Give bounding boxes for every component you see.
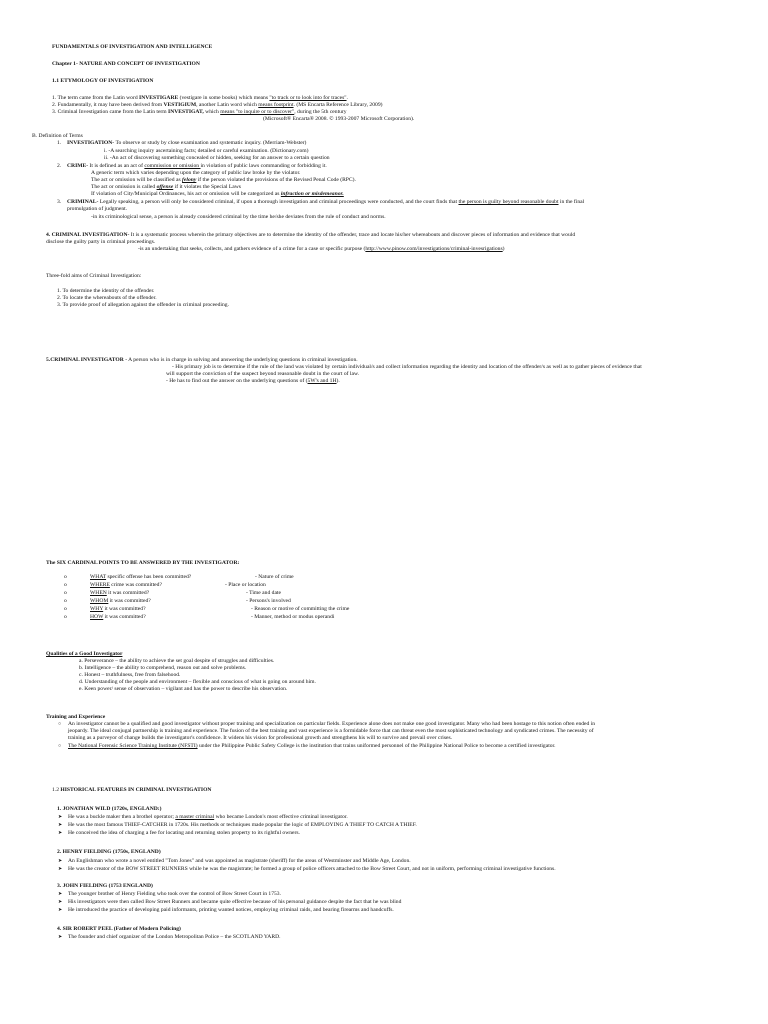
text: 1.2 — [52, 787, 61, 793]
cardinal-answer: - Time and date — [246, 590, 281, 596]
term: 4. CRIMINAL INVESTIGATION- — [46, 232, 130, 238]
training-heading: Training and Experience — [46, 714, 106, 720]
emphasis: a master criminal — [175, 814, 215, 820]
cardinal-question — [90, 614, 146, 621]
quality-item: e. Keen power/ sense of observation – vigilant and has the power to describe his observation. — [79, 686, 288, 692]
emphasis: commission or omission — [144, 163, 201, 169]
term: CRIME- — [67, 163, 89, 169]
cardinal-question — [90, 606, 146, 613]
def-number: 3. — [57, 199, 62, 205]
section-heading-1-1: 1.1 ETYMOLOGY OF INVESTIGATION — [52, 78, 154, 84]
cardinal-answer: - Nature of crime — [255, 574, 294, 580]
text: - A person who is in charge in solving and answering the underlying questions in criminal investigation. — [123, 357, 358, 363]
cardinal-word: WHOM — [90, 598, 109, 604]
training-para-1-line-3: training as a purveyor of change builds the investigator's confidence. It widens his vision for professional growth and strengthens his will to survive and prevail over crises. — [68, 735, 453, 741]
def-crime-line-2: A generic term which varies depending upon the category of public law broke by the violator. — [91, 170, 301, 176]
term-felony: felony — [182, 177, 197, 183]
cardinal-question-text: it was committed? — [108, 598, 151, 604]
arrow-bullet-icon: ➤ — [58, 867, 63, 872]
training-para-2 — [68, 743, 556, 750]
emphasis: the person is guilty beyond reasonable doubt — [458, 199, 559, 205]
quality-item: c. Honest – truthfulness, free from falsehood. — [79, 672, 181, 678]
document-title: FUNDAMENTALS OF INVESTIGATION AND INTELLIGENCE — [52, 44, 213, 50]
investigator-line-3: will support the conviction of the suspect beyond reasonable doubt in the court of law. — [166, 371, 360, 377]
term-vestigium: VESTIGIUM — [163, 102, 197, 108]
text: -is an undertaking that seeks, collects, and gathers evidence of a crime for a case or specific purpose ( — [138, 246, 366, 252]
text: If violation of City/Municipal Ordinances, his act or omission will be categorized as — [91, 191, 281, 197]
term: 5.CRIMINAL INVESTIGATOR — [46, 357, 124, 363]
text: ). — [336, 378, 340, 384]
text: in violation of public laws commanding or forbidding it. — [200, 163, 327, 169]
arrow-bullet-icon: ➤ — [58, 908, 63, 913]
criminal-investigator-def — [46, 357, 358, 364]
cardinal-question-text: it was committed? — [103, 614, 146, 620]
history-john-fielding: 3. JOHN FIELDING (1753 ENGLAND) — [57, 883, 153, 889]
history-item: He introduced the practice of developing paid informants, printing wanted notices, employing criminal raids, and bearing firearms and handcuffs. — [68, 907, 394, 913]
text: under the Philippine Public Safety College is the institution that trains uniformed personnel of the Philippine National Police to become a certified investigator. — [197, 743, 556, 749]
def-investigation-i: i. -A searching inquiry ascertaining facts; detailed or careful examination. (Dictionary.com) — [104, 148, 309, 154]
nfsti-name: The National Forensic Science Training Institute (NFSTI) — [68, 743, 198, 749]
def-investigation-ii: ii. -An act of discovering something concealed or hidden, seeking for an answer to a certain question — [104, 155, 330, 161]
cardinal-word: WHEN — [90, 590, 107, 596]
section-heading-1-2 — [52, 787, 211, 794]
cardinal-answer: - Persons's involved — [246, 598, 291, 604]
cardinal-word: WHY — [90, 606, 104, 612]
cardinal-word: WHERE — [90, 582, 110, 588]
cardinal-question — [90, 574, 191, 581]
investigator-line-4 — [166, 378, 340, 385]
arrow-bullet-icon: ➤ — [58, 831, 63, 836]
def-crime-line-3 — [91, 177, 356, 184]
text: To observe or study by close examination and systematic inquiry. (Merriam-Webster) — [114, 140, 307, 146]
cardinal-word: WHAT — [90, 574, 107, 580]
term-infraction: infraction or misdemeanor. — [280, 191, 344, 197]
term-offense: offense — [156, 184, 174, 190]
definitions-heading: B. Definition of Terms — [32, 133, 83, 139]
term: CRIMINAL- — [67, 199, 99, 205]
etymology-citation: (Microsoft® Encarta® 2008. © 1993-2007 Microsoft Corporation). — [263, 116, 415, 122]
circle-bullet-icon: o — [64, 614, 67, 620]
def-crime — [67, 163, 327, 170]
text: ) — [502, 246, 505, 252]
term-investigare: INVESTIGARE — [139, 95, 179, 101]
chapter-heading: Chapter 1- NATURE AND CONCEPT OF INVESTIGATION — [52, 61, 200, 67]
text: who became London's most effective criminal investigator. — [214, 814, 348, 820]
text: 2. Fundamentally, it may have been derived from — [52, 102, 164, 108]
etymology-line-3 — [52, 109, 347, 116]
quality-item: b. Intelligence – the ability to comprehend, reason out and solve problems. — [79, 665, 247, 671]
history-item: He conceived the idea of charging a fee for locating and returning stolen property to its rightful owners. — [68, 830, 300, 836]
text: if it violates the Special Laws — [173, 184, 241, 190]
criminal-investigation-def — [46, 232, 575, 239]
text: 3. Criminal Investigation came from the Latin term — [52, 109, 169, 115]
cardinal-question-text: it was committed? — [106, 590, 150, 596]
text: It is a systematic process wherein the primary objectives are to determine the identity of the offender, trace and locate his/her whereabouts and discover pieces of information and evidence that would — [129, 232, 576, 238]
def-number: 2. — [57, 163, 62, 169]
circle-bullet-icon: o — [64, 574, 67, 580]
aim-item: 2. To locate the whereabouts of the offender. — [57, 295, 157, 301]
quality-item: d. Understanding of the people and environment – flexible and conscious of what is going on around him. — [79, 679, 316, 685]
aims-heading: Three-fold aims of Criminal Investigation: — [46, 273, 142, 279]
def-crime-line-5 — [91, 191, 344, 198]
cardinal-question-text: it was committed? — [103, 606, 146, 612]
arrow-bullet-icon: ➤ — [58, 823, 63, 828]
text: , another Latin word which — [196, 102, 259, 108]
text: He was a buckle maker then a brothel operator; — [68, 814, 176, 820]
history-item — [68, 814, 348, 821]
text: , during the 5th century — [294, 109, 347, 115]
aim-item: 1. To determine the identity of the offender. — [57, 288, 155, 294]
training-para-1-line-2: jeopardy. The ideal conjugal partnership is training and experience. The fusion of the best training and vast experience is a formidable force that can threat even the most sophisticated technology and syndicated crimes. The necessity of — [68, 728, 594, 734]
def-number: 1. — [57, 140, 62, 146]
cardinal-question — [90, 590, 149, 597]
history-item: He was the creator of the BOW STREET RUNNERS while he was the magistrate; he formed a group of police officers attached to the Bow Street Court, and not in uniform, performing criminal investigative functions. — [68, 866, 556, 872]
criminal-investigation-line-3 — [138, 246, 505, 253]
investigator-line-2: - His primary job is to determine if the rule of the land was violated by certain individual/s and collect information regarding the identity and location of the offender/s as well as to gather pieces of evidence that — [172, 364, 642, 370]
text: . — [346, 95, 348, 101]
circle-bullet-icon: ○ — [58, 722, 62, 727]
text: The act or omission will be classified as — [91, 177, 183, 183]
circle-bullet-icon: o — [64, 606, 67, 612]
cardinal-answer: - Reason or motive of committing the crime — [251, 606, 350, 612]
text: in the final — [558, 199, 585, 205]
circle-bullet-icon: o — [64, 598, 67, 604]
meaning: means footprint — [258, 102, 294, 108]
criminal-investigation-line-2: disclose the guilty party in criminal proceedings. — [46, 239, 156, 245]
circle-bullet-icon: o — [64, 582, 67, 588]
cardinal-question-text: crime was committed? — [109, 582, 162, 588]
meaning: "to track or to look into for traces" — [269, 95, 347, 101]
cardinal-question — [90, 598, 151, 605]
history-item: He was the most famous THIEF-CATCHER in 1720s. His methods or techniques made popular the logic of EMPLOYING A THIEF TO CATCH A THIEF. — [68, 822, 417, 828]
text: (vestigare in some books) which means — [178, 95, 270, 101]
arrow-bullet-icon: ➤ — [58, 900, 63, 905]
meaning: means "to inquire or to discover" — [220, 109, 295, 115]
arrow-bullet-icon: ➤ — [58, 859, 63, 864]
history-item: An Englishman who wrote a novel entitled "Tom Jones" and was appointed as magistrate (sheriff) for the areas of Westminster and Middle Age, London. — [68, 858, 411, 864]
def-criminal — [67, 199, 584, 206]
training-para-1-line-1: An investigator cannot be a qualified and good investigator without proper training and specialization on particular fields. Experience alone does not make one good investigator. Many who had been hostage to this notion often ended in — [68, 721, 596, 727]
def-crime-line-4 — [91, 184, 241, 191]
text: . (MS Encarta Reference Library, 2009) — [293, 102, 383, 108]
text: The act or omission is called — [91, 184, 157, 190]
source-link[interactable]: http://www.pinow.com/investigations/criminal-invesrigations — [365, 246, 503, 252]
text: 1. The term came from the Latin word — [52, 95, 140, 101]
etymology-line-2 — [52, 102, 382, 109]
history-jonathan-wild: 1. JONATHAN WILD (1720s, ENGLAND:) — [57, 806, 162, 812]
text: It is defined as an act of — [88, 163, 145, 169]
def-investigation — [67, 140, 306, 147]
quality-item: a. Perseverance – the ability to achieve the set goal despite of struggles and difficulties. — [79, 658, 275, 664]
history-robert-peel: 4. SIR ROBERT PEEL (Father of Modern Policing) — [57, 926, 181, 932]
text: if the person violated the provisions of the Revised Penal Code (RPC). — [196, 177, 356, 183]
etymology-line-1 — [52, 95, 348, 102]
arrow-bullet-icon: ➤ — [58, 935, 63, 940]
history-item: The founder and chief organizer of the London Metropolitan Police – the SCOTLAND YARD. — [68, 934, 281, 940]
history-henry-fielding: 2. HENRY FIELDING (1750s, ENGLAND) — [57, 849, 161, 855]
def-criminal-line-3: -in its criminological sense, a person is already considered criminal by the time he/she deviates from the rule of conduct and norms. — [91, 214, 386, 220]
qualities-heading: Qualities of a Good Investigator — [46, 651, 123, 657]
emphasis: 5W's and 1H — [307, 378, 337, 384]
text: which — [203, 109, 221, 115]
circle-bullet-icon: o — [64, 590, 67, 596]
text: - He has to find out the answer on the underlying questions of ( — [166, 378, 308, 384]
cardinal-word: HOW — [90, 614, 104, 620]
cardinal-points-heading: The SIX CARDINAL POINTS TO BE ANSWERED BY THE INVESTIGATOR: — [46, 560, 240, 566]
term: INVESTIGATION- — [67, 140, 115, 146]
cardinal-answer: - Manner, method or modus operandi — [251, 614, 335, 620]
text: Legally speaking, a person will only be considered criminal, if upon a thorough investigation and criminal proceedings were conducted, and the court finds that — [98, 199, 459, 205]
text: HISTORICAL FEATURES IN CRIMINAL INVESTIGATION — [60, 787, 212, 793]
circle-bullet-icon: ○ — [58, 744, 62, 749]
history-item: The younger brother of Henry Fielding who took over the control of Bow Street Court in 1753. — [68, 891, 281, 897]
term-investigat: INVESTIGAT, — [168, 109, 204, 115]
arrow-bullet-icon: ➤ — [58, 892, 63, 897]
aim-item: 3. To provide proof of allegation against the offender in criminal proceeding. — [57, 302, 229, 308]
arrow-bullet-icon: ➤ — [58, 815, 63, 820]
history-item: His investigators were then called Bow Street Runners and became quite effective because of his personal guidance despite the fact that he was blind — [68, 899, 402, 905]
cardinal-question-text: specific offense has been committed? — [106, 574, 192, 580]
cardinal-question — [90, 582, 162, 589]
def-criminal-line-2: promulgation of judgment. — [67, 206, 128, 212]
cardinal-answer: - Place or location — [225, 582, 266, 588]
